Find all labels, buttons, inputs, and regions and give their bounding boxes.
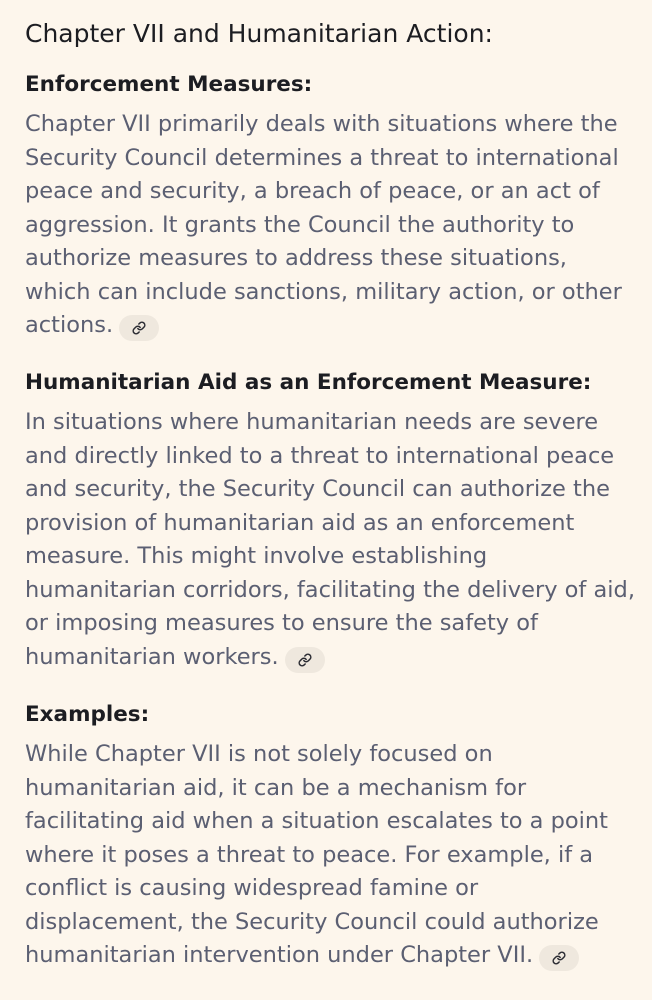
section-heading-humanitarian-aid: Humanitarian Aid as an Enforcement Measure: xyxy=(25,370,592,395)
section-body-enforcement-measures xyxy=(25,108,637,343)
section-body-text: While Chapter VII is not solely focused on humanitarian aid, it can be a mechanism for facilitating aid when a situation escalates to a point where it poses a threat to peace. For example, if a conflict is causing widespread famine or displacement, the Security Council could authorize humanitarian intervention under Chapter VII. xyxy=(25,741,609,968)
link-icon xyxy=(298,653,312,667)
link-icon xyxy=(552,951,566,965)
link-icon xyxy=(132,321,146,335)
page-title: Chapter VII and Humanitarian Action: xyxy=(25,19,493,48)
section-heading-examples: Examples: xyxy=(25,702,150,727)
section-body-text: Chapter VII primarily deals with situations where the Security Council determines a threat to international peace and security, a breach of peace, or an act of aggression. It grants the Council the authority to authorize measures to address these situations, which can include sanctions, military action, or other actions. xyxy=(25,111,622,338)
source-link-button[interactable] xyxy=(539,945,579,971)
section-heading-enforcement-measures: Enforcement Measures: xyxy=(25,72,313,97)
source-link-button[interactable] xyxy=(285,647,325,673)
section-body-text: In situations where humanitarian needs are severe and directly linked to a threat to international peace and security, the Security Council can authorize the provision of humanitarian aid as an enforcement measure. This might involve establishing humanitarian corridors, facilitating the delivery of aid, or imposing measures to ensure the safety of humanitarian workers. xyxy=(25,409,635,670)
section-body-humanitarian-aid xyxy=(25,406,637,674)
section-body-examples xyxy=(25,738,637,973)
source-link-button[interactable] xyxy=(119,315,159,341)
